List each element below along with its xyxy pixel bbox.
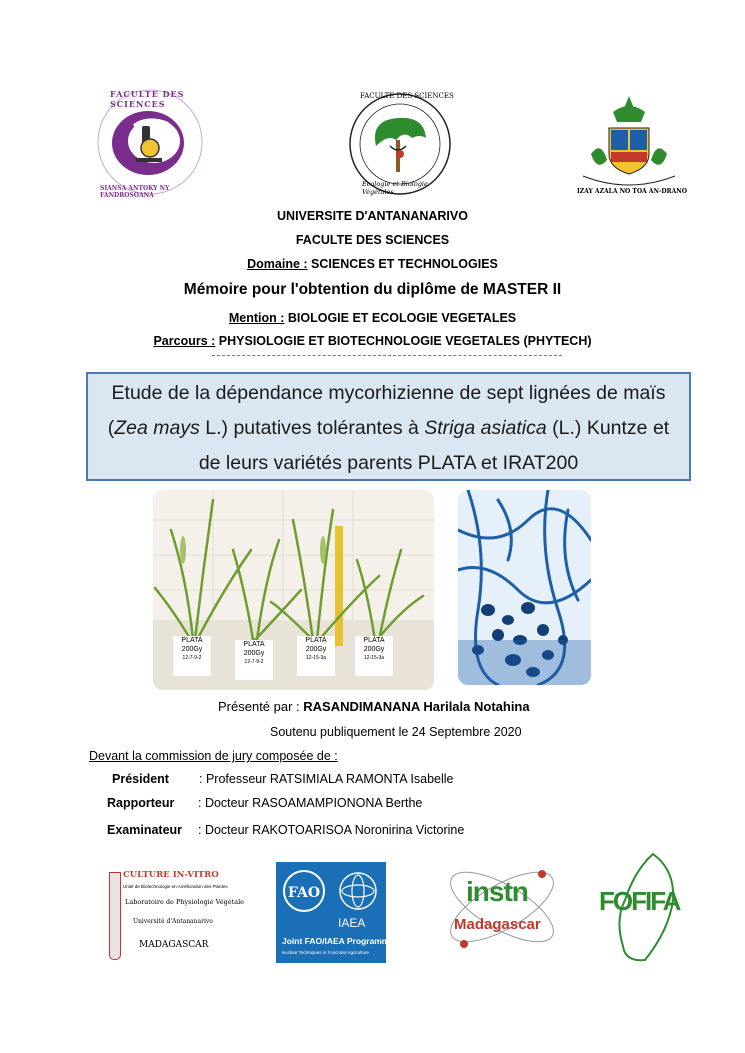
culture-invitro-logo [105, 866, 245, 962]
plant-label-3: PLATA 200Gy 12-15-3a [297, 636, 335, 676]
nuclear-techniques-text: Nuclear Techniques in Food and Agriculture [282, 950, 369, 955]
test-tube-icon [109, 872, 121, 960]
instn-name: instn [466, 876, 528, 907]
seal-motto: IZAY AZALA NO TOA AN-DRANO [577, 188, 687, 195]
ecologie-logo-top-text: FACULTE DES SCIENCES [360, 92, 454, 100]
plant-label-2: PLATA 200Gy 12-7-9-2 [235, 640, 273, 680]
parcours-line [0, 334, 745, 348]
jury-role: Rapporteur [107, 796, 175, 810]
culture-invitro-line2: Laboratoire de Physiologie Végétale [125, 898, 245, 906]
culture-invitro-line1: Unité de Biotechnologie en Amélioration des Plantes [123, 884, 228, 889]
fofifa-logo [595, 850, 685, 966]
culture-invitro-line3: Université d'Antananarivo [133, 918, 213, 925]
mention-line [0, 311, 745, 325]
defense-date: Soutenu publiquement le 24 Septembre 2020 [270, 725, 522, 739]
instn-logo [440, 850, 565, 964]
memoire-line: Mémoire pour l'obtention du diplôme de MASTER II [183, 281, 562, 298]
plant-label-4: PLATA 200Gy 12-15-3a [355, 636, 393, 676]
jury-name: : Docteur RAKOTOARISOA Noronirina Victorine [198, 823, 465, 837]
title-line-3: de leurs variétés parents PLATA et IRAT200 [198, 452, 579, 474]
parcours-value: PHYSIOLOGIE ET BIOTECHNOLOGIE VEGETALES (PHYTECH) [215, 334, 592, 348]
jury-heading: Devant la commission de jury composée de : [89, 749, 338, 763]
mention-label: Mention : [228, 311, 285, 325]
domaine-line [0, 257, 745, 271]
svg-text:FAO: FAO [287, 885, 321, 901]
mention-value: BIOLOGIE ET ECOLOGIE VEGETALES [284, 311, 517, 325]
domaine-value: SCIENCES ET TECHNOLOGIES [307, 257, 498, 271]
universite-seal [567, 90, 691, 202]
thesis-title-box [86, 372, 691, 481]
fofifa-name: FOFIFA [599, 886, 680, 916]
university-name: UNIVERSITE D'ANTANANARIVO [277, 209, 468, 223]
culture-invitro-line4: MADAGASCAR [139, 940, 209, 950]
iaea-text: IAEA [338, 916, 366, 930]
presenter-label: Présenté par : [218, 699, 304, 714]
parcours-label: Parcours : [153, 334, 216, 348]
jury-role: Examinateur [107, 823, 183, 837]
ecologie-biologie-logo [340, 88, 460, 200]
culture-invitro-title: CULTURE IN-VITRO [123, 870, 219, 880]
title-line-2: (Zea mays L.) putatives tolérantes à Striga asiatica (L.) Kuntze et [107, 417, 670, 439]
header-divider [212, 355, 562, 356]
joint-programme-text: Joint FAO/IAEA Programme [282, 936, 395, 946]
plant-label-1: PLATA 200Gy 12-7-9-2 [173, 636, 211, 676]
ecologie-logo-bottom-text: Ecologie et Biologie Végétales [362, 180, 428, 196]
fao-iaea-logo [276, 862, 395, 963]
mycorrhiza-root-photo [458, 490, 591, 685]
jury-role: Président [112, 772, 169, 786]
faculte-logo-bottom-text: SIANSA ANTOKY NY FANDROSOANA [100, 185, 170, 199]
title-line-1: Etude de la dépendance mycorhizienne de sept lignées de maïs [111, 382, 666, 404]
title-species-striga: Striga asiatica [424, 417, 547, 439]
presenter-name: RASANDIMANANA Harilala Notahina [303, 699, 530, 714]
instn-sub: Madagascar [454, 916, 541, 933]
jury-name: : Professeur RATSIMIALA RAMONTA Isabelle [199, 772, 454, 786]
domaine-label: Domaine : [247, 257, 308, 271]
jury-name: : Docteur RASOAMAMPIONONA Berthe [198, 796, 423, 810]
presenter-line [218, 699, 530, 714]
title-species-zea: Zea mays [114, 417, 200, 439]
faculty-name: FACULTE DES SCIENCES [295, 233, 450, 247]
faculte-sciences-logo [88, 86, 212, 198]
maize-plants-photo [153, 490, 434, 690]
faculte-logo-top-text: FACULTE DES SCIENCES [110, 89, 185, 109]
